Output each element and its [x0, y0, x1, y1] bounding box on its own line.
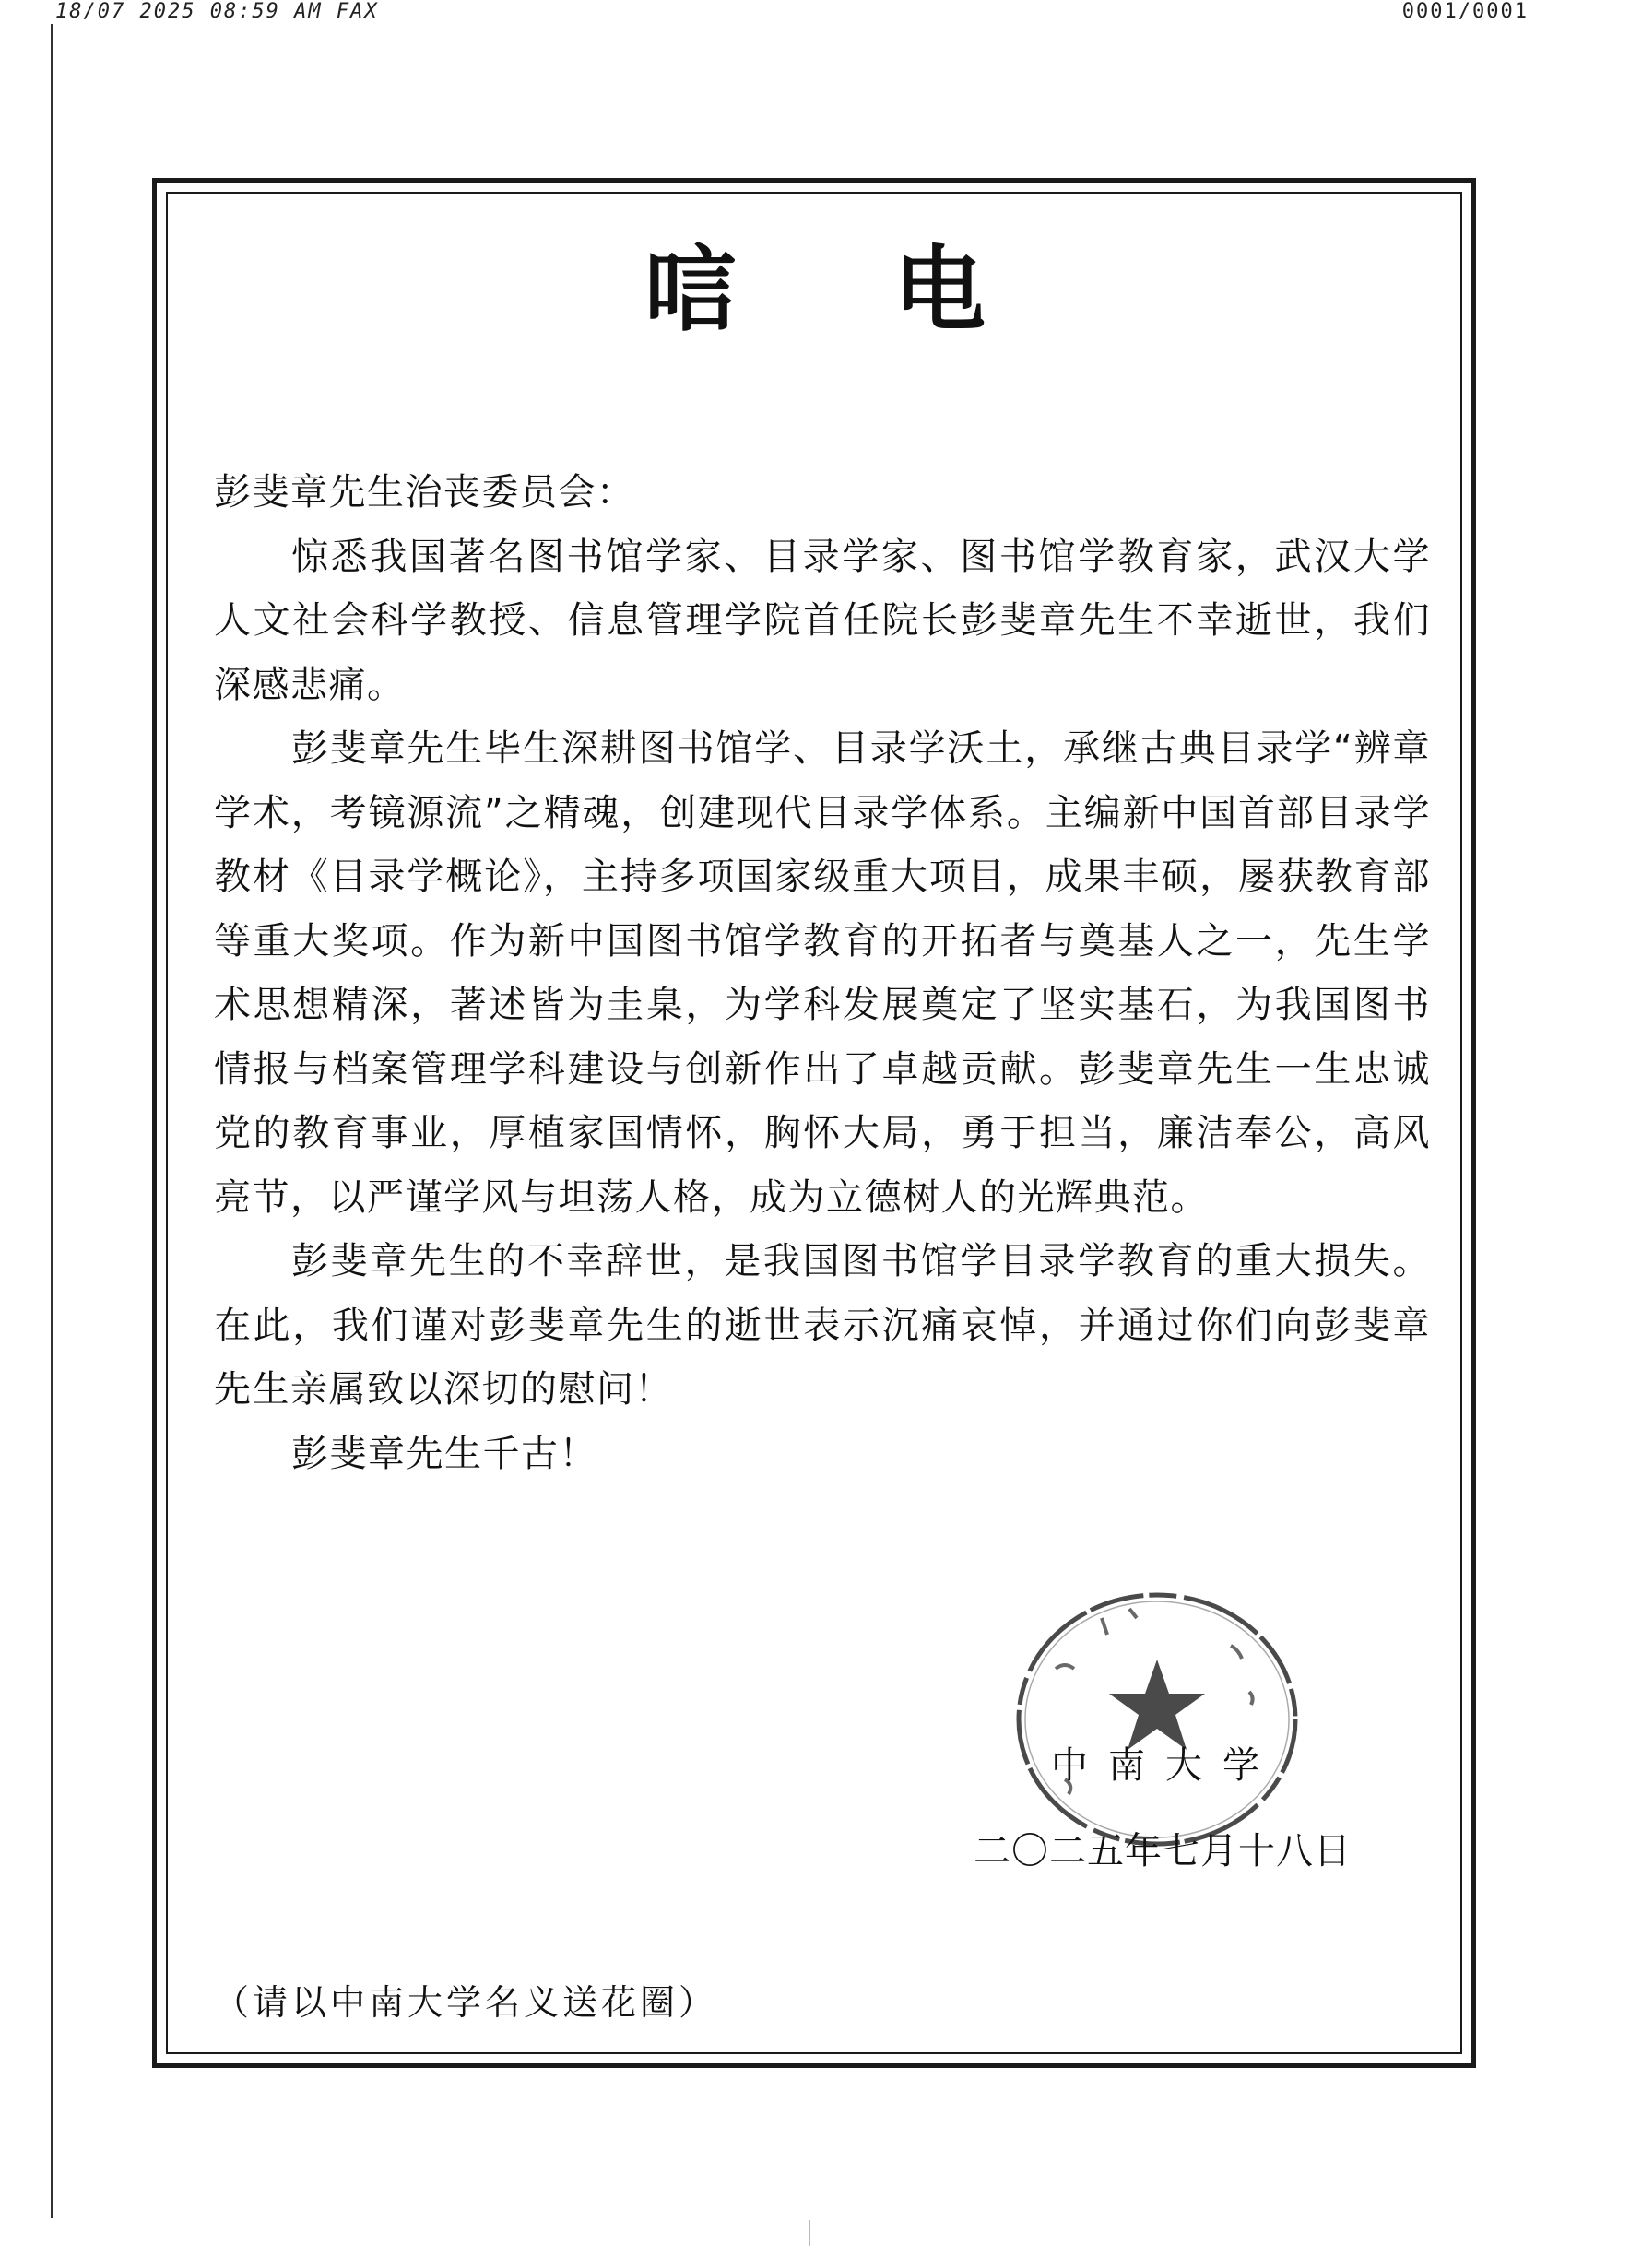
footnote-wreath-note: （请以中南大学名义送花圈）: [214, 1982, 718, 2023]
fax-page-counter: 0001/0001: [1388, 0, 1529, 23]
paragraph-mourning: 彭斐章先生的不幸辞世，是我国图书馆学目录学教育的重大损失。在此，我们谨对彭斐章先生的逝世表示沉痛哀悼，并通过你们向彭斐章先生亲属致以深切的慰问！: [214, 1240, 1431, 1411]
scan-artifact-mark: [809, 2220, 810, 2246]
signatory-name: 中南大学: [1051, 1744, 1280, 1787]
paragraph-condolence: 惊悉我国著名图书馆学家、目录学家、图书馆学教育家，武汉大学人文社会科学教授、信息管理学院首任院长彭斐章先生不幸逝世，我们深感悲痛。: [214, 535, 1431, 706]
university-seal-stamp: [1000, 1581, 1314, 1858]
salutation: 彭斐章先生治丧委员会：: [214, 471, 635, 514]
document-title: 唁电: [644, 236, 1142, 344]
fax-left-edge-line: [51, 24, 53, 2218]
fax-header: 18/07 2025 08:59 AM FAX: [55, 0, 379, 23]
signature-date: 二〇二五年七月十八日: [974, 1830, 1352, 1872]
seal-star-icon: [1109, 1660, 1205, 1750]
document-body: [214, 461, 1431, 1486]
paragraph-achievements: 彭斐章先生毕生深耕图书馆学、目录学沃土，承继古典目录学“辨章学术，考镜源流”之精魂，创建现代目录学体系。主编新中国首部目录学教材《目录学概论》，主持多项国家级重大项目，成果丰硕，屡获教育部等重大奖项。作为新中国图书馆学教育的开拓者与奠基人之一，先生学术思想精深，著述皆为圭臬，为学科发展奠定了坚实基石，为我国图书情报与档案管理学科建设与创新作出了卓越贡献。彭斐章先生一生忠诚党的教育事业，厚植家国情怀，胸怀大局，勇于担当，廉洁奉公，高风亮节，以严谨学风与坦荡人格，成为立德树人的光辉典范。: [214, 727, 1431, 1219]
paragraph-farewell: 彭斐章先生千古！: [291, 1432, 597, 1475]
